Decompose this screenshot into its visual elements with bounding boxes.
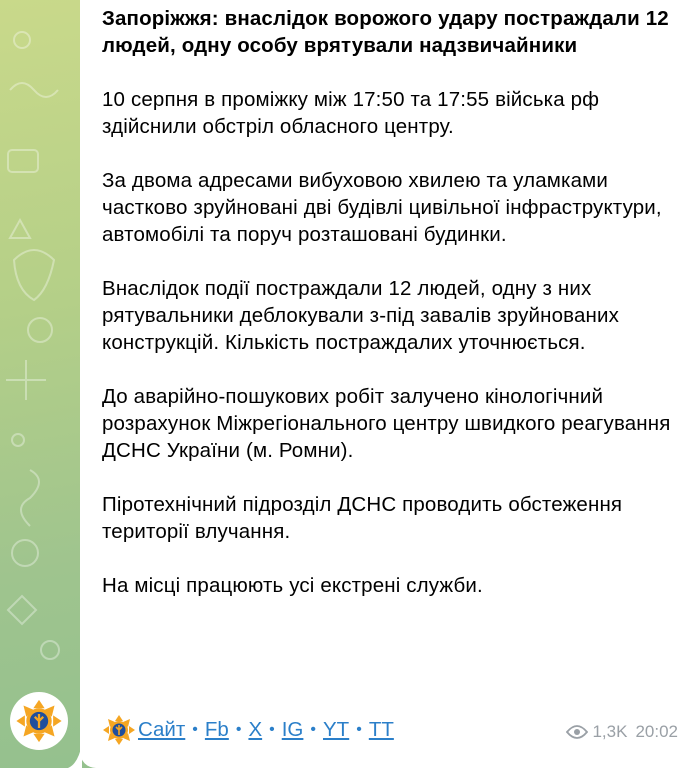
channel-avatar[interactable]: [10, 692, 68, 750]
link-separator: •: [310, 721, 316, 738]
social-links: [138, 718, 394, 742]
link-separator: •: [269, 721, 275, 738]
message-time: 20:02: [635, 722, 678, 741]
message-meta: [566, 722, 678, 742]
message-paragraph: До аварійно-пошукових робіт залучено кінологічний розрахунок Міжрегіонального центру швидкого реагування ДСНС України (м. Ромни).: [102, 385, 671, 462]
site-link[interactable]: Сайт: [138, 718, 186, 741]
dsns-emblem-icon: [102, 714, 136, 746]
message-bubble: [80, 0, 694, 768]
view-count: 1,3K: [592, 722, 628, 741]
tiktok-link[interactable]: TT: [368, 718, 394, 741]
eye-icon: [566, 725, 588, 739]
message-paragraph: 10 серпня в проміжку між 17:50 та 17:55 війська рф здійснили обстріл обласного центру.: [102, 88, 600, 138]
x-link[interactable]: X: [248, 718, 263, 741]
message-title: Запоріжжя: внаслідок ворожого удару постраждали 12 людей, одну особу врятували надзвичайники: [102, 7, 669, 57]
dsns-emblem-icon: [15, 697, 63, 745]
message-paragraph: За двома адресами вибуховою хвилею та уламками частково зруйновані дві будівлі цивільної інфраструктури, автомобілі та поруч розташовані будинки.: [102, 169, 662, 246]
message-paragraph: Піротехнічний підрозділ ДСНС проводить обстеження території влучання.: [102, 493, 623, 543]
message-paragraph: Внаслідок події постраждали 12 людей, одну з них рятувальники деблокували з-під завалів зруйнованих конструкцій. Кількість постраждалих уточнюється.: [102, 277, 619, 354]
link-separator: •: [235, 721, 242, 738]
instagram-link[interactable]: IG: [281, 718, 304, 741]
link-separator: •: [192, 721, 198, 738]
youtube-link[interactable]: YT: [323, 718, 350, 741]
message-paragraph: На місці працюють усі екстрені служби.: [102, 574, 483, 597]
facebook-link[interactable]: Fb: [204, 718, 229, 741]
bubble-tail: [68, 744, 82, 768]
link-separator: •: [356, 721, 362, 738]
